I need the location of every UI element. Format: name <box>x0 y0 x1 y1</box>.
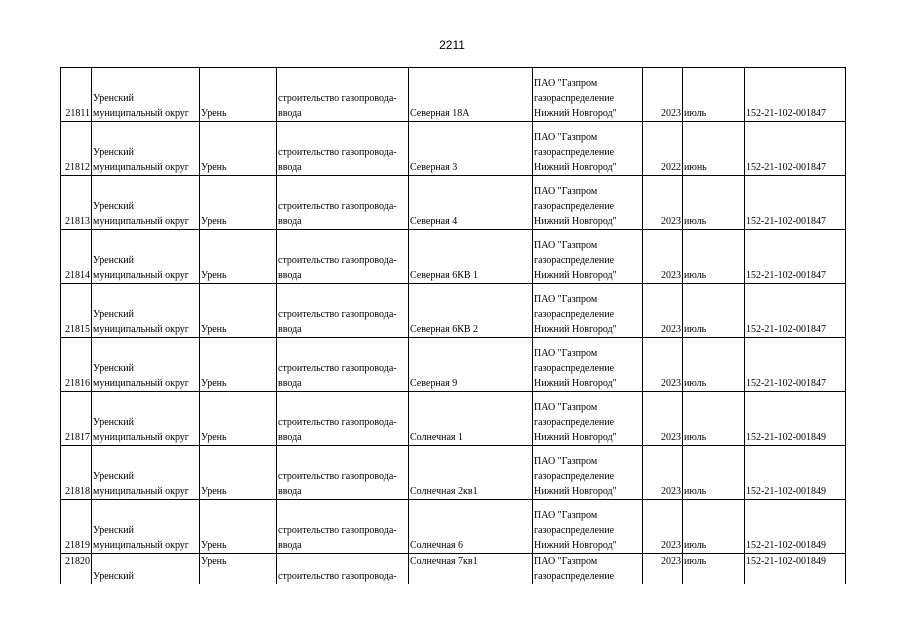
organization-cell <box>533 284 643 338</box>
district-cell <box>92 230 200 284</box>
work-type-cell-line: строительство газопровода- <box>278 309 397 320</box>
year-cell: 2022 <box>643 122 683 176</box>
district-cell-line: Уренский <box>93 309 134 320</box>
organization-cell-line: Нижний Новгород" <box>534 378 617 389</box>
table-row <box>61 338 846 392</box>
year-cell: 2023 <box>643 284 683 338</box>
district-cell <box>92 122 200 176</box>
district-cell-line: муниципальный округ <box>93 162 189 173</box>
district-cell-line: Уренский <box>93 571 134 582</box>
work-type-cell-line: ввода <box>278 270 302 281</box>
row-number: 21817 <box>61 392 92 446</box>
month-cell: июль <box>683 446 745 500</box>
organization-cell <box>533 230 643 284</box>
row-number: 21820 <box>61 554 92 585</box>
month-cell: июль <box>683 230 745 284</box>
district-cell-line: муниципальный округ <box>93 540 189 551</box>
year-cell: 2023 <box>643 176 683 230</box>
locality-cell: Урень <box>200 230 277 284</box>
row-number: 21816 <box>61 338 92 392</box>
locality-cell: Урень <box>200 500 277 554</box>
organization-cell <box>533 338 643 392</box>
address-cell: Северная 9 <box>409 338 533 392</box>
row-number: 21819 <box>61 500 92 554</box>
district-cell-line: Уренский <box>93 525 134 536</box>
work-type-cell-line: строительство газопровода- <box>278 255 397 266</box>
address-cell: Северная 6КВ 2 <box>409 284 533 338</box>
year-cell: 2023 <box>643 338 683 392</box>
locality-cell: Урень <box>200 284 277 338</box>
organization-cell-line: Нижний Новгород" <box>534 540 617 551</box>
register-rows <box>61 68 846 585</box>
address-cell: Северная 6КВ 1 <box>409 230 533 284</box>
work-type-cell <box>277 554 409 585</box>
code-cell: 152-21-102-001849 <box>745 554 846 585</box>
organization-cell <box>533 446 643 500</box>
month-cell: июнь <box>683 122 745 176</box>
month-cell: июль <box>683 338 745 392</box>
work-type-cell-line: ввода <box>278 108 302 119</box>
code-cell: 152-21-102-001847 <box>745 68 846 122</box>
organization-cell-line: ПАО "Газпром <box>534 402 598 413</box>
organization-cell-line: ПАО "Газпром <box>534 240 598 251</box>
code-cell: 152-21-102-001847 <box>745 176 846 230</box>
work-type-cell-line: строительство газопровода- <box>278 417 397 428</box>
district-cell <box>92 68 200 122</box>
district-cell-line: Уренский <box>93 363 134 374</box>
work-type-cell <box>277 176 409 230</box>
district-cell <box>92 500 200 554</box>
row-number: 21814 <box>61 230 92 284</box>
organization-cell-line: Нижний Новгород" <box>534 108 617 119</box>
district-cell-line: муниципальный округ <box>93 378 189 389</box>
month-cell: июль <box>683 284 745 338</box>
organization-cell-line: газораспределение <box>534 571 615 582</box>
row-number: 21815 <box>61 284 92 338</box>
year-cell: 2023 <box>643 446 683 500</box>
month-cell: июль <box>683 554 745 585</box>
table-row <box>61 392 846 446</box>
locality-cell: Урень <box>200 392 277 446</box>
address-cell: Северная 3 <box>409 122 533 176</box>
district-cell <box>92 554 200 585</box>
district-cell <box>92 176 200 230</box>
organization-cell-line: ПАО "Газпром <box>534 132 598 143</box>
organization-cell <box>533 392 643 446</box>
month-cell: июль <box>683 176 745 230</box>
locality-cell: Урень <box>200 176 277 230</box>
table-row <box>61 446 846 500</box>
work-type-cell <box>277 122 409 176</box>
district-cell-line: муниципальный округ <box>93 432 189 443</box>
district-cell-line: муниципальный округ <box>93 216 189 227</box>
month-cell: июль <box>683 392 745 446</box>
work-type-cell-line: ввода <box>278 486 302 497</box>
organization-cell <box>533 68 643 122</box>
code-cell: 152-21-102-001849 <box>745 392 846 446</box>
organization-cell-line: Нижний Новгород" <box>534 432 617 443</box>
table-row <box>61 122 846 176</box>
table-row <box>61 500 846 554</box>
code-cell: 152-21-102-001847 <box>745 284 846 338</box>
work-type-cell-line: ввода <box>278 216 302 227</box>
district-cell-line: Уренский <box>93 471 134 482</box>
organization-cell-line: Нижний Новгород" <box>534 324 617 335</box>
organization-cell-line: газораспределение <box>534 93 615 104</box>
district-cell-line: муниципальный округ <box>93 324 189 335</box>
organization-cell-line: Нижний Новгород" <box>534 162 617 173</box>
organization-cell-line: Нижний Новгород" <box>534 486 617 497</box>
table-row <box>61 68 846 122</box>
district-cell-line: Уренский <box>93 93 134 104</box>
work-type-cell-line: строительство газопровода- <box>278 571 397 582</box>
work-type-cell <box>277 338 409 392</box>
address-cell: Северная 4 <box>409 176 533 230</box>
table-row <box>61 230 846 284</box>
page-number: 2211 <box>439 38 465 52</box>
month-cell: июль <box>683 68 745 122</box>
locality-cell: Урень <box>200 68 277 122</box>
code-cell: 152-21-102-001847 <box>745 122 846 176</box>
district-cell <box>92 338 200 392</box>
register-table <box>60 67 846 585</box>
work-type-cell-line: ввода <box>278 378 302 389</box>
locality-cell: Урень <box>200 554 277 585</box>
district-cell-line: муниципальный округ <box>93 486 189 497</box>
month-cell: июль <box>683 500 745 554</box>
address-cell: Солнечная 2кв1 <box>409 446 533 500</box>
work-type-cell-line: ввода <box>278 324 302 335</box>
code-cell: 152-21-102-001847 <box>745 230 846 284</box>
code-cell: 152-21-102-001849 <box>745 446 846 500</box>
organization-cell <box>533 122 643 176</box>
work-type-cell <box>277 230 409 284</box>
organization-cell-line: газораспределение <box>534 201 615 212</box>
page-bottom-margin <box>60 584 846 640</box>
work-type-cell-line: строительство газопровода- <box>278 363 397 374</box>
organization-cell-line: газораспределение <box>534 471 615 482</box>
locality-cell: Урень <box>200 338 277 392</box>
work-type-cell <box>277 284 409 338</box>
row-number: 21812 <box>61 122 92 176</box>
work-type-cell-line: строительство газопровода- <box>278 525 397 536</box>
work-type-cell-line: ввода <box>278 432 302 443</box>
organization-cell-line: ПАО "Газпром <box>534 456 598 467</box>
organization-cell-line: ПАО "Газпром <box>534 510 598 521</box>
work-type-cell-line: строительство газопровода- <box>278 201 397 212</box>
table-row <box>61 554 846 585</box>
work-type-cell-line: строительство газопровода- <box>278 471 397 482</box>
district-cell <box>92 284 200 338</box>
row-number: 21818 <box>61 446 92 500</box>
work-type-cell-line: строительство газопровода- <box>278 93 397 104</box>
work-type-cell-line: ввода <box>278 540 302 551</box>
row-number: 21813 <box>61 176 92 230</box>
locality-cell: Урень <box>200 122 277 176</box>
address-cell: Солнечная 6 <box>409 500 533 554</box>
organization-cell-line: газораспределение <box>534 309 615 320</box>
row-number: 21811 <box>61 68 92 122</box>
address-cell: Северная 18А <box>409 68 533 122</box>
district-cell-line: Уренский <box>93 201 134 212</box>
organization-cell-line: ПАО "Газпром <box>534 294 598 305</box>
district-cell-line: муниципальный округ <box>93 108 189 119</box>
organization-cell-line: газораспределение <box>534 147 615 158</box>
organization-cell-line: газораспределение <box>534 363 615 374</box>
district-cell <box>92 446 200 500</box>
year-cell: 2023 <box>643 392 683 446</box>
organization-cell-line: газораспределение <box>534 417 615 428</box>
organization-cell-line: Нижний Новгород" <box>534 270 617 281</box>
work-type-cell-line: строительство газопровода- <box>278 147 397 158</box>
organization-cell-line: Нижний Новгород" <box>534 216 617 227</box>
year-cell: 2023 <box>643 68 683 122</box>
district-cell <box>92 392 200 446</box>
organization-cell <box>533 500 643 554</box>
address-cell: Солнечная 1 <box>409 392 533 446</box>
table-row <box>61 284 846 338</box>
work-type-cell <box>277 500 409 554</box>
work-type-cell <box>277 392 409 446</box>
code-cell: 152-21-102-001847 <box>745 338 846 392</box>
table-row <box>61 176 846 230</box>
district-cell-line: муниципальный округ <box>93 270 189 281</box>
district-cell-line: Уренский <box>93 255 134 266</box>
organization-cell-line: газораспределение <box>534 255 615 266</box>
year-cell: 2023 <box>643 500 683 554</box>
organization-cell <box>533 176 643 230</box>
year-cell: 2023 <box>643 230 683 284</box>
year-cell: 2023 <box>643 554 683 585</box>
address-cell: Солнечная 7кв1 <box>409 554 533 585</box>
work-type-cell <box>277 446 409 500</box>
work-type-cell-line: ввода <box>278 162 302 173</box>
organization-cell-line: ПАО "Газпром <box>534 78 598 89</box>
organization-cell-line: ПАО "Газпром <box>534 348 598 359</box>
organization-cell-line: газораспределение <box>534 525 615 536</box>
organization-cell <box>533 554 643 585</box>
code-cell: 152-21-102-001849 <box>745 500 846 554</box>
locality-cell: Урень <box>200 446 277 500</box>
district-cell-line: Уренский <box>93 417 134 428</box>
district-cell-line: Уренский <box>93 147 134 158</box>
organization-cell-line: ПАО "Газпром <box>534 186 598 197</box>
organization-cell-line: ПАО "Газпром <box>534 556 598 567</box>
work-type-cell <box>277 68 409 122</box>
